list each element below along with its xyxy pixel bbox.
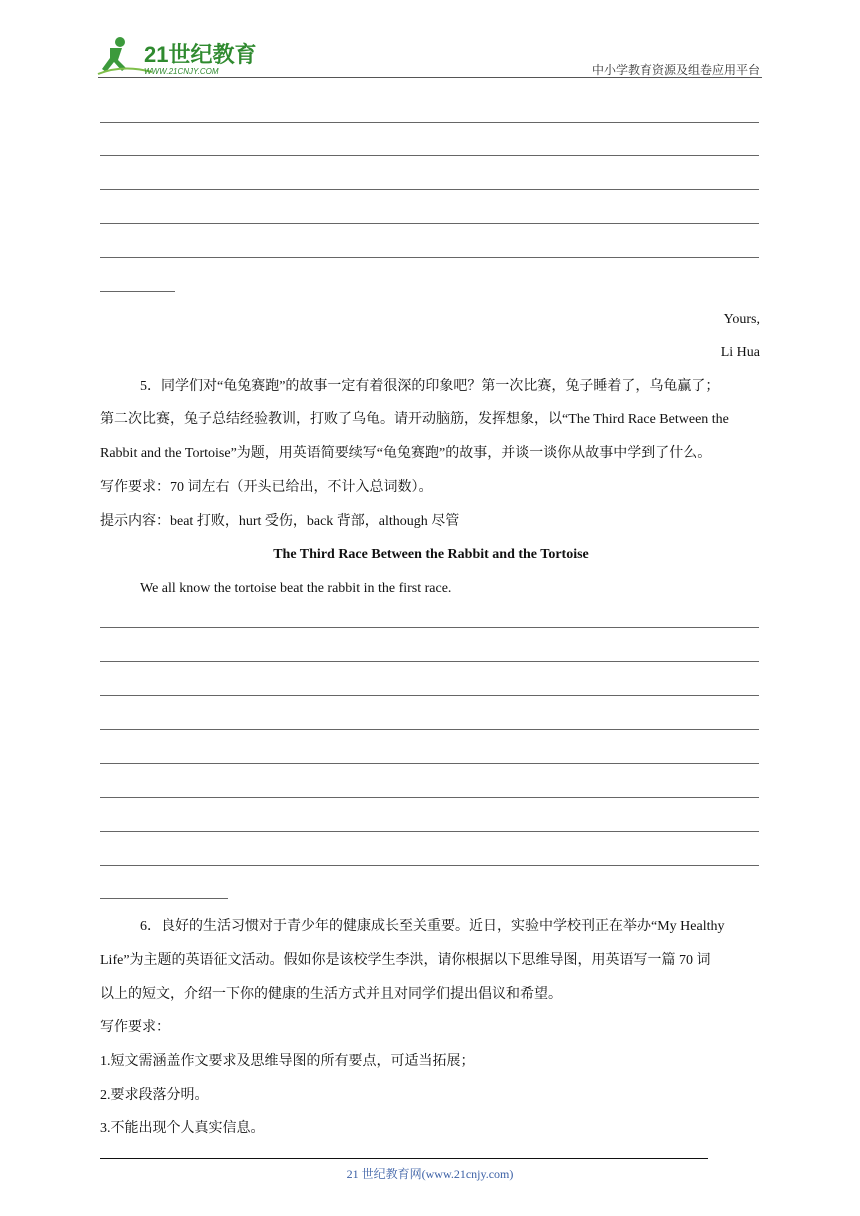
- writing-line-short: [100, 898, 228, 899]
- logo-url-text: WWW.21CNJY.COM: [144, 67, 219, 76]
- q5-opening-sentence: We all know the tortoise beat the rabbit in the first race.: [140, 581, 452, 596]
- site-logo: [92, 34, 262, 80]
- q5-prompt-line: Rabbit and the Tortoise”为题，用英语简要续写“龟兔赛跑”的故事，并谈一谈你从故事中学到了什么。: [100, 446, 712, 461]
- writing-line: [100, 695, 759, 696]
- q6-requirement-3: 3.不能出现个人真实信息。: [100, 1121, 265, 1136]
- q6-requirement-2: 2.要求段落分明。: [100, 1088, 209, 1103]
- footer-divider: [100, 1158, 708, 1159]
- q6-prompt-line: 以上的短文，介绍一下你的健康的生活方式并且对同学们提出倡议和希望。: [100, 987, 562, 1002]
- q6-requirement-1: 1.短文需涵盖作文要求及思维导图的所有要点，可适当拓展；: [100, 1054, 475, 1069]
- q5-prompt-line: 5．同学们对“龟兔赛跑”的故事一定有着很深的印象吧？第一次比赛，兔子睡着了，乌龟赢了；: [140, 379, 720, 394]
- header-divider: [98, 77, 762, 78]
- q6-requirements-title: 写作要求：: [100, 1020, 170, 1035]
- q5-prompt-line: 第二次比赛，兔子总结经验教训，打败了乌龟。请开动脑筋，发挥想象，以“The Third Race Between the: [100, 412, 729, 427]
- letter-closing: Yours,: [723, 312, 760, 327]
- q6-prompt-line: 6．良好的生活习惯对于青少年的健康成长至关重要。近日，实验中学校刊正在举办“My Healthy: [140, 919, 725, 934]
- writing-line: [100, 627, 759, 628]
- writing-line: [100, 729, 759, 730]
- letter-signature: Li Hua: [720, 345, 760, 360]
- writing-line: [100, 797, 759, 798]
- writing-line: [100, 831, 759, 832]
- writing-line: [100, 155, 759, 156]
- writing-line: [100, 223, 759, 224]
- writing-line: [100, 189, 759, 190]
- q5-essay-title: The Third Race Between the Rabbit and the Tortoise: [273, 547, 589, 562]
- writing-line: [100, 763, 759, 764]
- writing-line-short: [100, 291, 175, 292]
- footer-source-link[interactable]: 21 世纪教育网(www.21cnjy.com): [346, 1167, 514, 1181]
- writing-line: [100, 257, 759, 258]
- writing-line: [100, 865, 759, 866]
- q5-hints: 提示内容：beat 打败，hurt 受伤，back 背部，although 尽管: [100, 514, 460, 529]
- logo-text: 21世纪教育: [144, 42, 257, 67]
- writing-line: [100, 661, 759, 662]
- writing-line: [100, 122, 759, 123]
- q6-prompt-line: Life”为主题的英语征文活动。假如你是该校学生李洪，请你根据以下思维导图，用英语写一篇 70 词: [100, 953, 711, 968]
- q5-requirement: 写作要求：70 词左右（开头已给出，不计入总词数）。: [100, 480, 433, 495]
- platform-name: 中小学教育资源及组卷应用平台: [591, 63, 760, 77]
